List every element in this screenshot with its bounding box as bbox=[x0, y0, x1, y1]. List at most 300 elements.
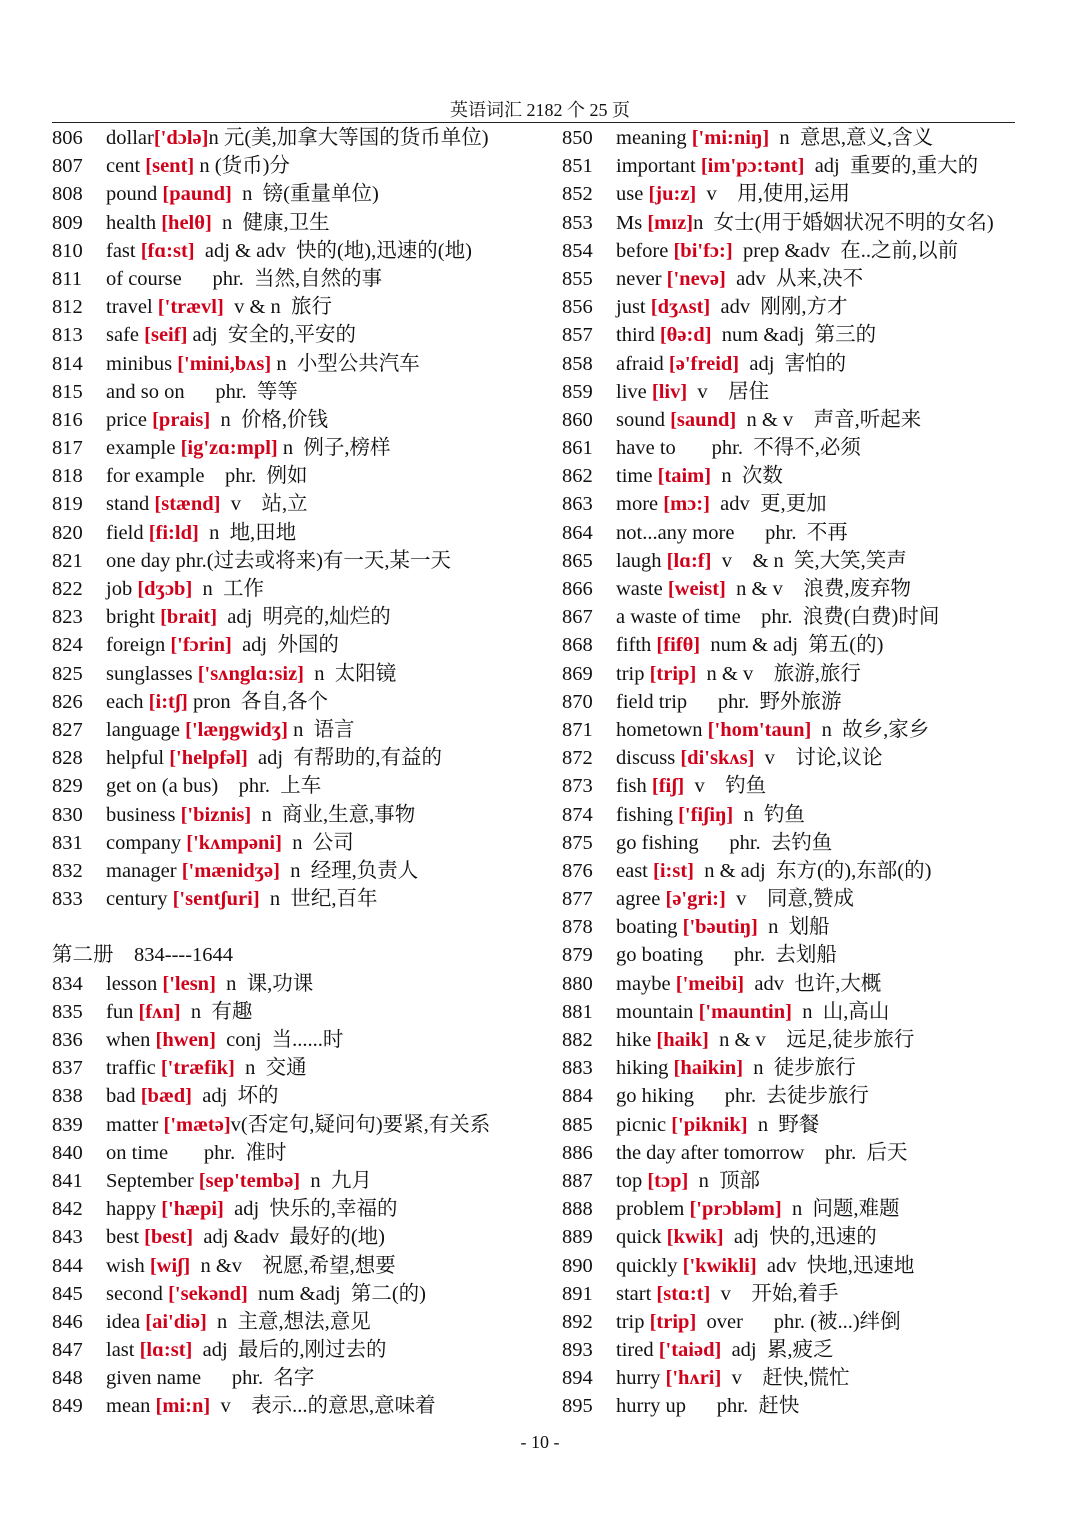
entry-phonetic: [stɑ:t] bbox=[656, 1282, 711, 1305]
vocab-entry bbox=[52, 1223, 552, 1251]
vocab-entry bbox=[52, 1026, 552, 1054]
entry-word: fifth bbox=[616, 634, 657, 657]
entry-number: 844 bbox=[52, 1254, 83, 1277]
entry-number: 831 bbox=[52, 831, 83, 854]
entry-word: sunglasses bbox=[106, 662, 198, 685]
entry-phonetic: ['mænidʒə] bbox=[181, 859, 280, 882]
vocab-entry bbox=[562, 490, 1042, 518]
entry-number: 849 bbox=[52, 1395, 83, 1418]
entry-phonetic: ['sʌnglɑ:siz] bbox=[197, 662, 304, 685]
entry-definition: n 次数 bbox=[711, 465, 783, 488]
entry-word: safe bbox=[106, 324, 145, 347]
entry-definition: n 工作 bbox=[192, 578, 265, 600]
entry-phonetic: ['trævl] bbox=[157, 296, 224, 319]
vocab-entry bbox=[562, 1280, 1042, 1308]
entry-phonetic: [fɑ:st] bbox=[140, 239, 195, 262]
entry-definition: n 公司 bbox=[281, 831, 354, 854]
vocab-entry bbox=[52, 152, 552, 180]
vocab-entry bbox=[52, 660, 552, 688]
entry-number: 864 bbox=[562, 521, 593, 544]
entry-word: matter bbox=[106, 1113, 164, 1136]
entry-word: pound bbox=[106, 183, 163, 206]
entry-word: start bbox=[616, 1282, 657, 1305]
entry-number: 840 bbox=[52, 1141, 83, 1164]
entry-number: 847 bbox=[52, 1339, 83, 1362]
entry-word: hurry up phr. 赶快 bbox=[616, 1395, 800, 1418]
entry-word: health bbox=[106, 211, 162, 234]
entry-word: traffic bbox=[106, 1057, 161, 1080]
entry-number: 829 bbox=[52, 775, 83, 798]
entry-word: live bbox=[616, 380, 652, 403]
entry-word: language bbox=[106, 718, 186, 741]
entry-phonetic: [sep'tembə] bbox=[198, 1169, 301, 1192]
vocab-entry bbox=[562, 293, 1042, 321]
entry-number: 884 bbox=[562, 1085, 593, 1108]
vocab-entry bbox=[52, 547, 552, 575]
entry-phonetic: ['mauntin] bbox=[698, 1000, 792, 1023]
entry-number: 890 bbox=[562, 1254, 593, 1277]
entry-number: 816 bbox=[52, 408, 83, 431]
entry-definition: adv 快地,迅速地 bbox=[756, 1254, 915, 1277]
vocab-entry bbox=[562, 744, 1042, 772]
entry-word: not...any more phr. 不再 bbox=[616, 521, 848, 544]
entry-word: hiking bbox=[616, 1057, 674, 1080]
entry-number: 823 bbox=[52, 606, 83, 629]
entry-number: 843 bbox=[52, 1226, 83, 1249]
vocab-entry bbox=[52, 406, 552, 434]
entry-definition: n & v 旅游,旅行 bbox=[696, 662, 861, 685]
vocab-entry bbox=[52, 1082, 552, 1110]
vocab-entry bbox=[52, 1252, 552, 1280]
entry-word: a waste of time phr. 浪费(白费)时间 bbox=[616, 606, 940, 629]
entry-definition: adj 累,疲乏 bbox=[721, 1339, 834, 1362]
entry-definition: n 主意,想法,意见 bbox=[206, 1310, 371, 1333]
entry-definition: adv 更,更加 bbox=[709, 493, 827, 516]
entry-phonetic: [fi:ld] bbox=[148, 521, 199, 544]
entry-phonetic: ['piknik] bbox=[671, 1113, 748, 1136]
vocab-entry bbox=[562, 1054, 1042, 1082]
entry-word: agree bbox=[616, 888, 666, 911]
entry-phonetic: [haikin] bbox=[673, 1057, 744, 1080]
entry-number: 858 bbox=[562, 352, 593, 375]
vocab-entry bbox=[562, 575, 1042, 603]
entry-phonetic: [mɔ:] bbox=[663, 493, 710, 516]
entry-phonetic: ['hʌri] bbox=[665, 1367, 722, 1390]
entry-word: hurry bbox=[616, 1367, 666, 1390]
entry-definition: adj 坏的 bbox=[192, 1085, 279, 1108]
vocab-entry bbox=[52, 829, 552, 857]
entry-word: tired bbox=[616, 1339, 659, 1362]
entry-word: discuss bbox=[616, 747, 681, 770]
entry-word: hike bbox=[616, 1029, 657, 1051]
entry-phonetic: [hwen] bbox=[155, 1029, 216, 1051]
entry-word: bad bbox=[106, 1085, 141, 1108]
entry-word: the day after tomorrow phr. 后天 bbox=[616, 1141, 908, 1164]
entry-number: 826 bbox=[52, 690, 83, 713]
header-rule bbox=[52, 122, 1015, 123]
entry-phonetic: [prais] bbox=[152, 408, 211, 431]
entry-phonetic: [di'skʌs] bbox=[680, 747, 755, 770]
entry-number: 863 bbox=[562, 493, 593, 516]
vocab-entry bbox=[562, 1139, 1042, 1167]
entry-word: lesson bbox=[106, 972, 163, 995]
entry-phonetic: [paund] bbox=[162, 183, 232, 206]
entry-number: 894 bbox=[562, 1367, 593, 1390]
entry-number: 822 bbox=[52, 578, 83, 600]
entry-definition: n 钓鱼 bbox=[733, 803, 805, 826]
entry-word: Ms bbox=[616, 211, 648, 234]
entry-word: third bbox=[616, 324, 660, 347]
entry-number: 817 bbox=[52, 437, 83, 460]
vocab-entry bbox=[52, 970, 552, 998]
vocab-entry bbox=[562, 885, 1042, 913]
vocabulary-list-left bbox=[52, 124, 552, 913]
vocab-entry bbox=[52, 575, 552, 603]
vocab-entry bbox=[52, 378, 552, 406]
entry-definition: pron 各自,各个 bbox=[187, 690, 328, 713]
entry-definition: adj 安全的,平安的 bbox=[187, 324, 356, 347]
entry-number: 813 bbox=[52, 324, 83, 347]
page-number: - 10 - bbox=[520, 1432, 560, 1452]
entry-word: field bbox=[106, 521, 149, 544]
entry-definition: n 小型公共汽车 bbox=[271, 352, 420, 375]
vocab-entry bbox=[562, 688, 1042, 716]
entry-word: maybe bbox=[616, 972, 676, 995]
entry-definition: over phr. (被...)绊倒 bbox=[696, 1310, 901, 1333]
entry-definition: adj 外国的 bbox=[231, 634, 339, 657]
entry-number: 846 bbox=[52, 1310, 83, 1333]
entry-number: 810 bbox=[52, 239, 83, 262]
vocab-entry bbox=[562, 1082, 1042, 1110]
entry-number: 807 bbox=[52, 155, 83, 178]
entry-definition: n 经理,负责人 bbox=[279, 859, 419, 882]
entry-phonetic: [weist] bbox=[667, 578, 726, 600]
entry-number: 828 bbox=[52, 747, 83, 770]
vocab-entry bbox=[562, 1364, 1042, 1392]
entry-number: 836 bbox=[52, 1029, 83, 1051]
entry-phonetic: [trip] bbox=[649, 1310, 697, 1333]
entry-number: 865 bbox=[562, 549, 593, 572]
entry-number: 835 bbox=[52, 1000, 83, 1023]
right-column bbox=[562, 124, 1042, 1421]
entry-definition: n 商业,生意,事物 bbox=[251, 803, 416, 826]
entry-word: fish bbox=[616, 775, 652, 798]
entry-number: 883 bbox=[562, 1057, 593, 1080]
vocab-entry bbox=[52, 603, 552, 631]
entry-number: 812 bbox=[52, 296, 83, 319]
entry-definition: adj 最后的,刚过去的 bbox=[192, 1339, 387, 1362]
entry-number: 854 bbox=[562, 239, 593, 262]
vocab-entry bbox=[562, 350, 1042, 378]
section-gap bbox=[52, 913, 552, 941]
entry-definition: n 太阳镜 bbox=[304, 662, 397, 685]
entry-phonetic: ['læŋgwidʒ] bbox=[185, 718, 288, 741]
entry-phonetic: [fiʃ] bbox=[651, 775, 685, 798]
entry-phonetic: ['meibi] bbox=[675, 972, 745, 995]
entry-phonetic: [fifθ] bbox=[656, 634, 701, 657]
entry-definition: n 有趣 bbox=[180, 1000, 253, 1023]
entry-definition: n & v 浪费,废弃物 bbox=[725, 578, 911, 600]
vocab-entry bbox=[52, 519, 552, 547]
entry-definition: n 山,高山 bbox=[791, 1000, 890, 1023]
entry-word: company bbox=[106, 831, 187, 854]
entry-number: 815 bbox=[52, 380, 83, 403]
entry-phonetic: ['sekənd] bbox=[168, 1282, 248, 1305]
entry-word: travel bbox=[106, 296, 158, 319]
entry-definition: n 故乡,家乡 bbox=[811, 718, 930, 741]
entry-phonetic: ['dɔlə] bbox=[153, 127, 209, 149]
entry-word: price bbox=[106, 408, 153, 431]
entry-definition: v 居住 bbox=[687, 380, 770, 403]
entry-definition: n 价格,价钱 bbox=[210, 408, 329, 431]
volume-title: 第二册 834----1644 bbox=[52, 944, 234, 967]
entry-phonetic: [helθ] bbox=[161, 211, 212, 234]
vocab-entry bbox=[562, 406, 1042, 434]
entry-number: 832 bbox=[52, 859, 83, 882]
entry-definition: v 讨论,议论 bbox=[754, 747, 883, 770]
entry-definition: adj & adv 快的(地),迅速的(地) bbox=[194, 239, 472, 262]
vocab-entry bbox=[562, 998, 1042, 1026]
entry-definition: num &adj 第二(的) bbox=[247, 1282, 427, 1305]
vocabulary-list-left-volume2 bbox=[52, 970, 552, 1421]
entry-word: trip bbox=[616, 662, 650, 685]
entry-definition: prep &adv 在..之前,以前 bbox=[732, 239, 959, 262]
entry-phonetic: [trip] bbox=[649, 662, 697, 685]
vocab-entry bbox=[562, 716, 1042, 744]
entry-word: hometown bbox=[616, 718, 708, 741]
entry-word: best bbox=[106, 1226, 145, 1249]
entry-definition: n 例子,榜样 bbox=[277, 437, 391, 460]
vocab-entry bbox=[52, 998, 552, 1026]
vocab-entry bbox=[562, 462, 1042, 490]
entry-number: 879 bbox=[562, 944, 593, 967]
entry-definition: adv 也许,大概 bbox=[744, 972, 882, 995]
entry-phonetic: ['hæpi] bbox=[161, 1198, 224, 1221]
vocab-entry bbox=[562, 321, 1042, 349]
entry-word: have to phr. 不得不,必须 bbox=[616, 437, 861, 460]
vocab-entry bbox=[562, 970, 1042, 998]
vocab-entry bbox=[52, 801, 552, 829]
entry-word: east bbox=[616, 859, 653, 882]
entry-number: 833 bbox=[52, 888, 83, 911]
vocabulary-list-right bbox=[562, 124, 1042, 1421]
entry-number: 877 bbox=[562, 888, 593, 911]
entry-number: 893 bbox=[562, 1339, 593, 1362]
entry-word: bright bbox=[106, 606, 161, 629]
vocab-entry bbox=[52, 490, 552, 518]
entry-phonetic: ['nevə] bbox=[666, 267, 726, 290]
entry-definition: n 顶部 bbox=[688, 1169, 761, 1192]
entry-number: 875 bbox=[562, 831, 593, 854]
entry-word: picnic bbox=[616, 1113, 672, 1136]
vocab-entry bbox=[562, 857, 1042, 885]
vocab-entry bbox=[52, 209, 552, 237]
entry-phonetic: [haik] bbox=[656, 1029, 709, 1051]
entry-number: 867 bbox=[562, 606, 593, 629]
entry-word: when bbox=[106, 1029, 156, 1051]
entry-number: 853 bbox=[562, 211, 593, 234]
entry-word: stand bbox=[106, 493, 155, 516]
entry-phonetic: [dʒɔb] bbox=[137, 578, 193, 600]
entry-definition: v & n 旅行 bbox=[223, 296, 333, 319]
vocab-entry bbox=[562, 660, 1042, 688]
entry-number: 819 bbox=[52, 493, 83, 516]
entry-number: 857 bbox=[562, 324, 593, 347]
vocab-entry bbox=[52, 1139, 552, 1167]
entry-number: 818 bbox=[52, 465, 83, 488]
entry-phonetic: ['bəutiŋ] bbox=[682, 916, 758, 939]
entry-word: one day phr.(过去或将来)有一天,某一天 bbox=[106, 549, 452, 572]
entry-number: 811 bbox=[52, 267, 82, 290]
vocab-entry bbox=[562, 772, 1042, 800]
entry-number: 874 bbox=[562, 803, 593, 826]
entry-number: 870 bbox=[562, 690, 593, 713]
entry-word: meaning bbox=[616, 127, 692, 149]
entry-phonetic: ['helpfəl] bbox=[169, 747, 248, 770]
vocab-entry bbox=[52, 1280, 552, 1308]
entry-definition: adv 刚刚,方才 bbox=[710, 296, 848, 319]
entry-definition: n 课,功课 bbox=[215, 972, 314, 995]
entry-phonetic: [tɔp] bbox=[647, 1169, 689, 1192]
entry-phonetic: ['kʌmpəni] bbox=[186, 831, 282, 854]
entry-phonetic: ['hom'taun] bbox=[707, 718, 812, 741]
vocab-entry bbox=[52, 350, 552, 378]
entry-number: 880 bbox=[562, 972, 593, 995]
entry-number: 895 bbox=[562, 1395, 593, 1418]
entry-word: foreign bbox=[106, 634, 171, 657]
entry-phonetic: [bi'fɔ:] bbox=[673, 239, 733, 262]
entry-number: 892 bbox=[562, 1310, 593, 1333]
entry-definition: n 划船 bbox=[757, 916, 830, 939]
entry-number: 859 bbox=[562, 380, 593, 403]
entry-number: 855 bbox=[562, 267, 593, 290]
entry-word: fun bbox=[106, 1000, 139, 1023]
vocab-entry bbox=[52, 321, 552, 349]
vocab-entry bbox=[562, 519, 1042, 547]
entry-number: 873 bbox=[562, 775, 593, 798]
vocab-entry bbox=[562, 1223, 1042, 1251]
entry-phonetic: [fʌn] bbox=[138, 1000, 181, 1023]
entry-definition: adj 害怕的 bbox=[739, 352, 847, 375]
vocab-entry bbox=[562, 180, 1042, 208]
entry-word: second bbox=[106, 1282, 169, 1305]
entry-definition: adj 明亮的,灿烂的 bbox=[217, 606, 391, 629]
entry-word: afraid bbox=[616, 352, 669, 375]
entry-word: go hiking phr. 去徒步旅行 bbox=[616, 1085, 869, 1108]
entry-word: happy bbox=[106, 1198, 162, 1221]
entry-definition: v & n 笑,大笑,笑声 bbox=[711, 549, 907, 572]
entry-number: 885 bbox=[562, 1113, 593, 1136]
entry-phonetic: [dʒʌst] bbox=[650, 296, 711, 319]
entry-word: example bbox=[106, 437, 181, 460]
entry-number: 888 bbox=[562, 1198, 593, 1221]
vocab-entry bbox=[562, 1308, 1042, 1336]
entry-number: 882 bbox=[562, 1029, 593, 1051]
vocab-entry bbox=[52, 434, 552, 462]
entry-phonetic: ['mætə] bbox=[163, 1113, 231, 1136]
entry-number: 845 bbox=[52, 1282, 83, 1305]
entry-word: go fishing phr. 去钓鱼 bbox=[616, 831, 833, 854]
entry-word: boating bbox=[616, 916, 683, 939]
entry-phonetic: [brait] bbox=[160, 606, 218, 629]
vocab-entry bbox=[562, 631, 1042, 659]
entry-number: 838 bbox=[52, 1085, 83, 1108]
entry-phonetic: [bæd] bbox=[140, 1085, 192, 1108]
vocab-entry bbox=[562, 434, 1042, 462]
entry-word: idea bbox=[106, 1310, 146, 1333]
vocab-entry bbox=[52, 293, 552, 321]
vocab-entry bbox=[562, 603, 1042, 631]
entry-definition: n 问题,难题 bbox=[781, 1198, 900, 1221]
entry-definition: v 开始,着手 bbox=[710, 1282, 839, 1305]
entry-number: 891 bbox=[562, 1282, 593, 1305]
entry-definition: n 健康,卫生 bbox=[211, 211, 330, 234]
vocab-entry bbox=[52, 1336, 552, 1364]
vocab-entry bbox=[52, 462, 552, 490]
entry-phonetic: ['træfik] bbox=[160, 1057, 235, 1080]
vocab-entry bbox=[562, 1026, 1042, 1054]
entry-definition: v 表示...的意思,意味着 bbox=[210, 1395, 436, 1418]
entry-phonetic: [liv] bbox=[651, 380, 688, 403]
entry-word: cent bbox=[106, 155, 146, 178]
entry-number: 824 bbox=[52, 634, 83, 657]
entry-word: trip bbox=[616, 1310, 650, 1333]
vocab-entry bbox=[52, 716, 552, 744]
entry-phonetic: [sent] bbox=[145, 155, 195, 178]
entry-phonetic: ['biznis] bbox=[180, 803, 252, 826]
entry-definition: n 意思,意义,含义 bbox=[769, 127, 934, 149]
vocab-entry bbox=[562, 1252, 1042, 1280]
entry-word: dollar bbox=[106, 127, 154, 149]
entry-phonetic: [θə:d] bbox=[659, 324, 712, 347]
entry-phonetic: [seif] bbox=[144, 324, 188, 347]
entry-phonetic: [lɑ:st] bbox=[139, 1339, 193, 1362]
entry-number: 809 bbox=[52, 211, 83, 234]
vocab-entry bbox=[52, 237, 552, 265]
entry-phonetic: [stænd] bbox=[154, 493, 221, 516]
entry-word: never bbox=[616, 267, 667, 290]
entry-phonetic: ['kwikli] bbox=[682, 1254, 757, 1277]
entry-number: 869 bbox=[562, 662, 593, 685]
entry-word: top bbox=[616, 1169, 648, 1192]
entry-phonetic: [mi:n] bbox=[155, 1395, 211, 1418]
entry-definition: n & adj 东方(的),东部(的) bbox=[693, 859, 932, 882]
entry-word: before bbox=[616, 239, 674, 262]
entry-number: 878 bbox=[562, 916, 593, 939]
vocab-entry bbox=[52, 772, 552, 800]
entry-definition: n 九月 bbox=[300, 1169, 372, 1192]
vocab-entry bbox=[52, 744, 552, 772]
entry-phonetic: [ju:z] bbox=[648, 183, 697, 206]
vocab-entry bbox=[562, 152, 1042, 180]
entry-word: given name phr. 名字 bbox=[106, 1367, 315, 1390]
entry-definition: v 钓鱼 bbox=[684, 775, 767, 798]
vocab-entry bbox=[52, 1111, 552, 1139]
page-header: 英语词汇 2182 个 25 页 bbox=[450, 100, 630, 120]
vocab-entry bbox=[562, 124, 1042, 152]
entry-word: just bbox=[616, 296, 651, 319]
entry-word: field trip phr. 野外旅游 bbox=[616, 690, 842, 713]
entry-word: go boating phr. 去划船 bbox=[616, 944, 837, 967]
entry-number: 887 bbox=[562, 1169, 593, 1192]
entry-number: 841 bbox=[52, 1169, 83, 1192]
entry-word: on time phr. 准时 bbox=[106, 1141, 287, 1164]
entry-definition: v(否定句,疑问句)要紧,有关系 bbox=[230, 1113, 491, 1136]
entry-word: quick bbox=[616, 1226, 667, 1249]
entry-number: 889 bbox=[562, 1226, 593, 1249]
entry-phonetic: ['taiəd] bbox=[658, 1339, 722, 1362]
entry-number: 827 bbox=[52, 718, 83, 741]
